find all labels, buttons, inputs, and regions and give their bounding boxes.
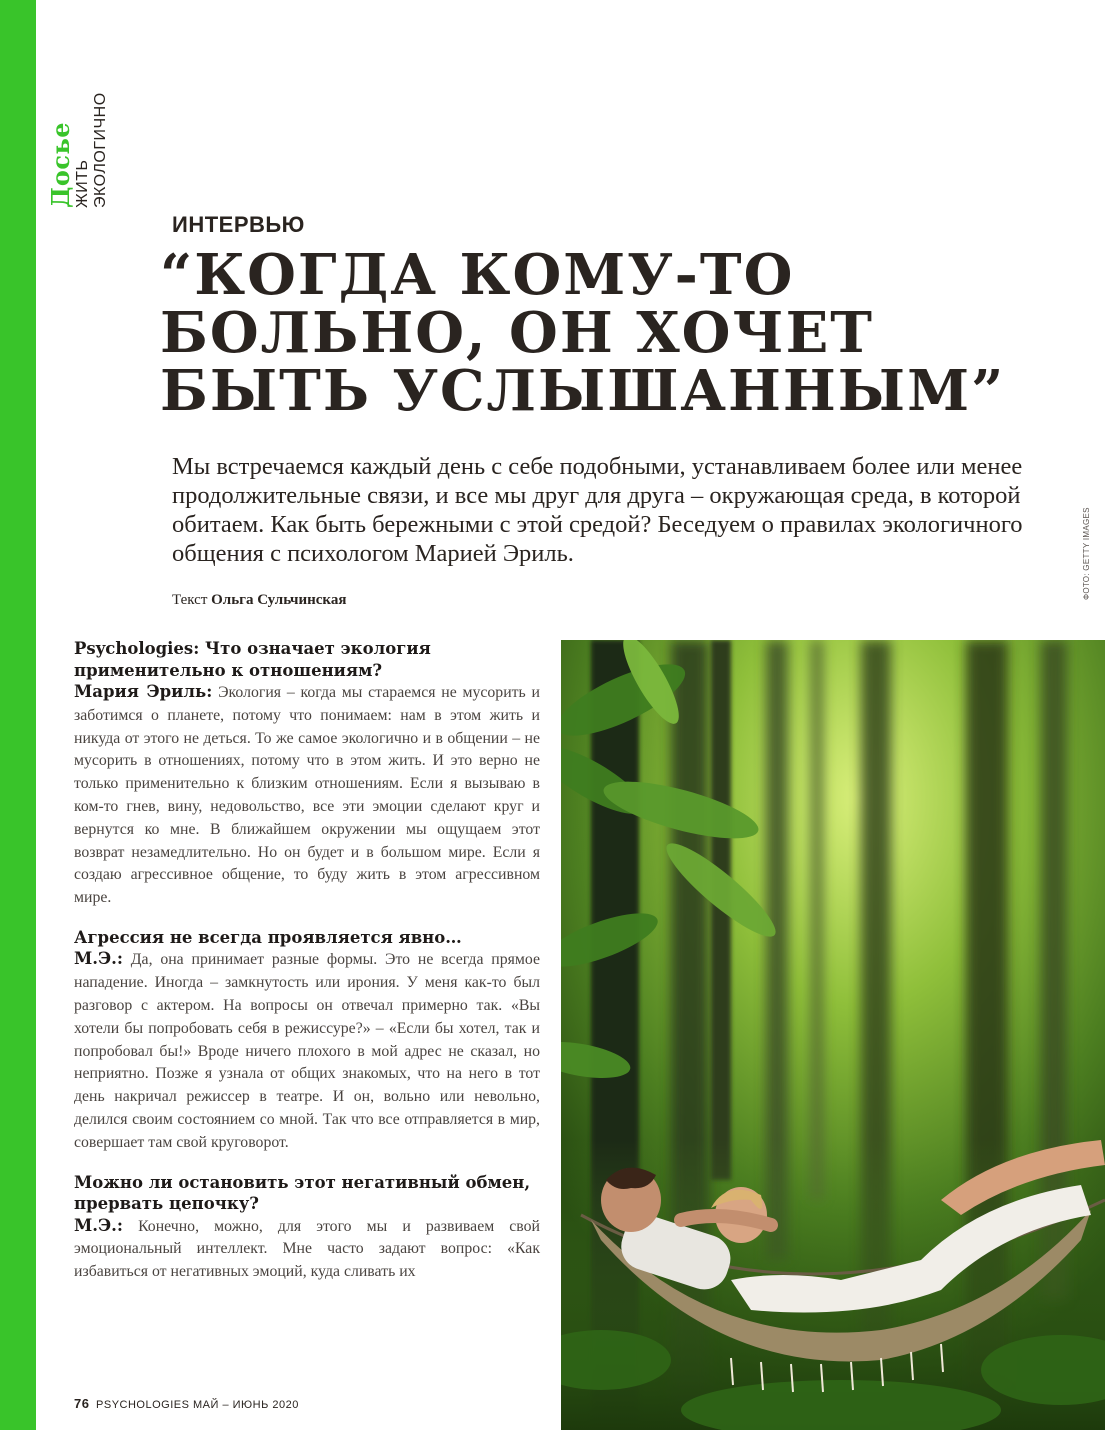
forest-hammock-photo [561, 640, 1105, 1430]
speaker-name: М.Э.: [74, 949, 123, 969]
interview-question: Агрессия не всегда проявляется явно… [74, 927, 462, 947]
interview-question: Psychologies: Что означает экология применительно к отношениям? [74, 639, 431, 680]
answer-text: Экология – когда мы стараемся не мусорить и заботимся о планете, потому что понимаем: нам в этом жить и никуда от этого не деться. То же самое экологично и в общении – не мусорить в отношениях, потому что в этом жить. И это верно не только применительно к близким отношениям. Если я вызываю в ком-то гнев, вину, недовольство, все эти эмоции сделают круг и вернутся ко мне. В ближайшем окружении мы ощущаем этот возврат незамедлительно. Но он будет и в большом мире. Если я создаю агрессивное общение, то буду жить в этом агрессивном мире. [74, 684, 540, 907]
interview-question: Можно ли остановить этот негативный обмен, прервать цепочку? [74, 1172, 531, 1214]
section-subtitle-line2: ЭКОЛОГИЧНО [92, 92, 109, 208]
byline-label: Текст [172, 592, 208, 608]
interview-answer [74, 1215, 540, 1284]
page-number: 76 [74, 1396, 90, 1411]
byline-author: Ольга Сульчинская [211, 592, 347, 608]
interview-body [74, 638, 540, 1284]
section-name: Досье [46, 121, 75, 208]
section-color-bar [0, 0, 36, 1430]
section-subtitle-line1: ЖИТЬ [74, 159, 91, 208]
headline-line: БОЛЬНО, ОН ХОЧЕТ [160, 300, 874, 366]
photo-credit-text: ФОТО: GETTY IMAGES [1082, 507, 1091, 600]
speaker-name: М.Э.: [74, 1215, 123, 1235]
issue-date: МАЙ – ИЮНЬ 2020 [193, 1399, 299, 1411]
interview-answer [74, 681, 540, 910]
magazine-name: PSYCHOLOGIES [96, 1399, 190, 1411]
headline-line: “КОГДА КОМУ-ТО [160, 242, 795, 308]
interview-answer [74, 948, 540, 1154]
photo-credit [1080, 490, 1100, 600]
speaker-name: Мария Эриль: [74, 682, 213, 701]
rubric-kicker: ИНТЕРВЬЮ [172, 212, 305, 237]
answer-text: Конечно, можно, для этого мы и развиваем свой эмоциональный интеллект. Мне часто задают вопрос: «Как избавиться от негативных эмоций, куда сливать их [74, 1217, 541, 1281]
section-label [48, 58, 118, 208]
headline-line: БЫТЬ УСЛЫШАННЫМ” [160, 358, 1006, 424]
lead-paragraph: Мы встречаемся каждый день с себе подобными, устанавливаем более или менее продолжительные связи, и все мы друг для друга – окружающая среда, в которой обитаем. Как быть бережными с этой средой? Беседуем о правилах экологичного общения с психологом Марией Эриль. [172, 453, 1023, 567]
byline [172, 592, 346, 609]
page-footer [74, 1396, 299, 1411]
photo-illustration [561, 640, 1105, 1430]
headline [160, 242, 1060, 424]
answer-text: Да, она принимает разные формы. Это не всегда прямое нападение. Иногда – замкнутость или ирония. У меня как-то был разговор с актером. На вопросы он отвечал примерно так. «Вы хотели бы попробовать себя в режиссуре?» – «Если бы хотел, так и попробовал бы!» Вроде ничего плохого в мой адрес не сказал, но неприятно. Позже я узнала от общих знакомых, что на него в тот день накричал режиссер в театре. И он, вольно или невольно, делился своим состоянием со мной. Так что все отправляется в мир, совершает там свой круговорот. [74, 951, 540, 1151]
